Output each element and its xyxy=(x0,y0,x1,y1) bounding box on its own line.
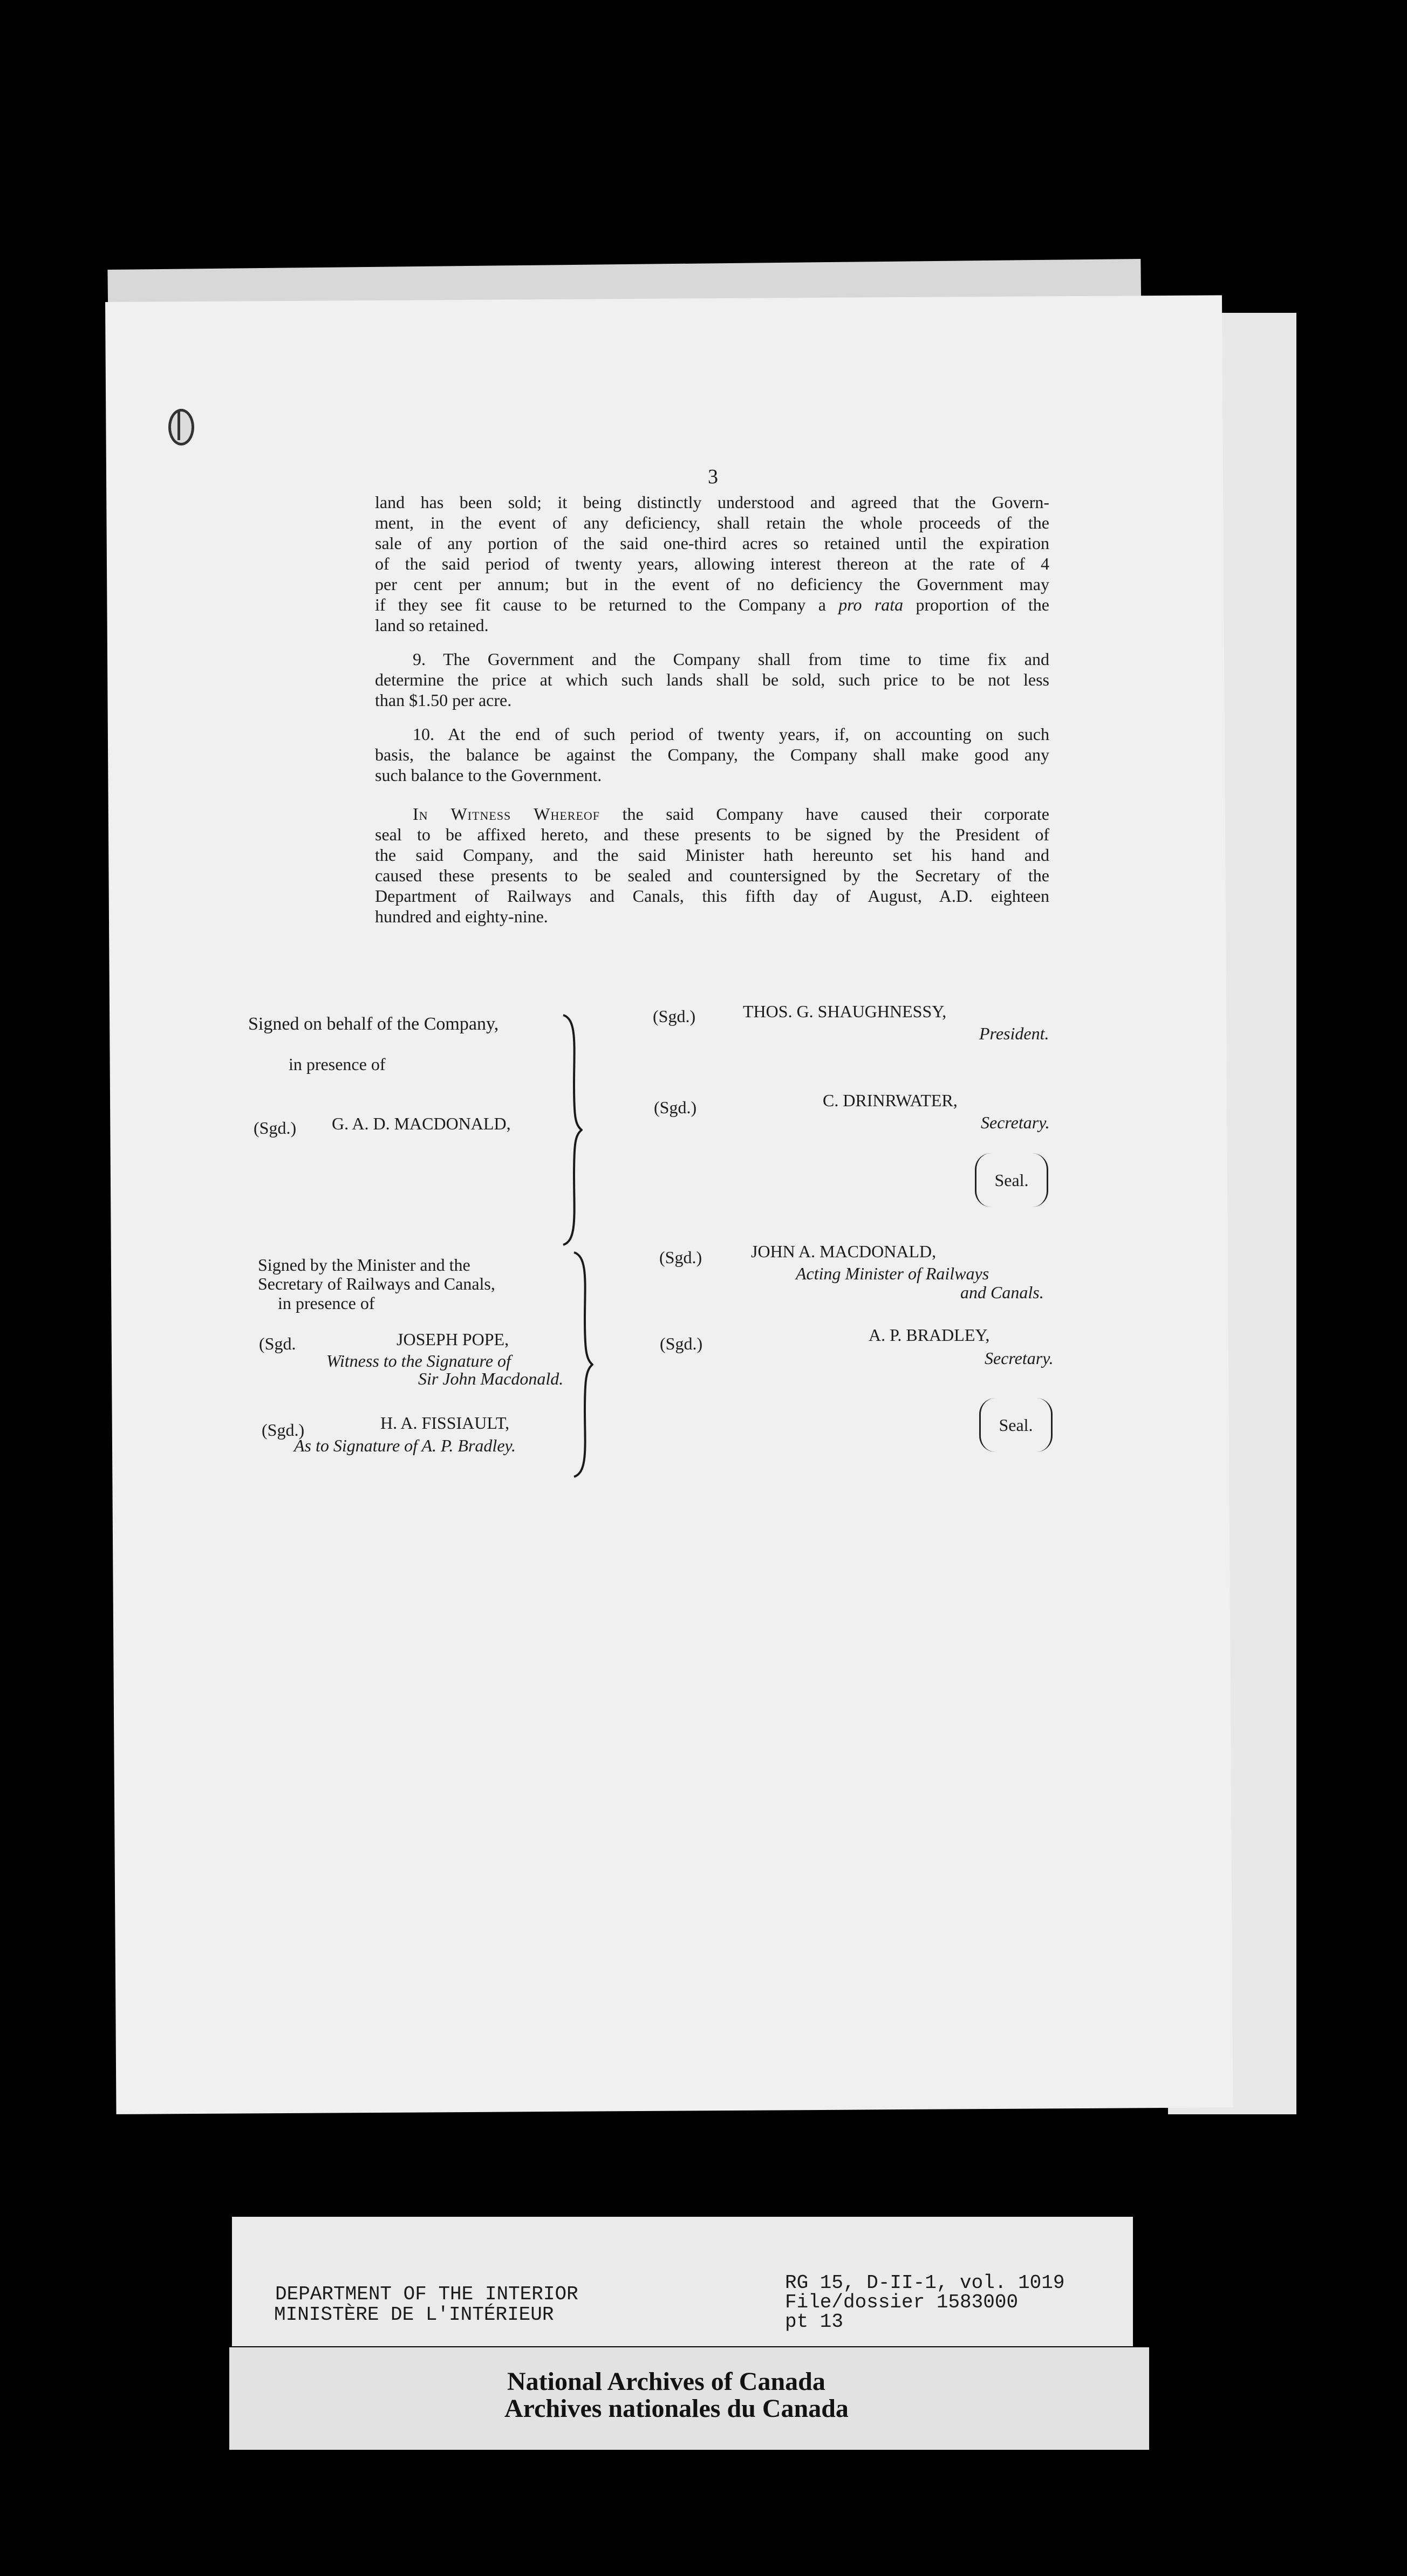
seal-label: Seal. xyxy=(994,1170,1029,1190)
record-group-ref: RG 15, D-II-1, vol. 1019 xyxy=(785,2272,1065,2294)
minister-brace-icon xyxy=(572,1251,593,1478)
text-line: sale of any portion of the said one-third acres so retained until the expiration xyxy=(375,533,1049,553)
witness2-role: As to Signature of A. P. Bradley. xyxy=(294,1436,516,1455)
witness1-role: Witness to the Signature of xyxy=(326,1351,511,1371)
text-segment: if they see fit cause to be returned to the Company a xyxy=(375,595,826,614)
punch-hole-mark xyxy=(168,409,194,446)
text-line: of the said period of twenty years, allowing interest thereon at the rate of 4 xyxy=(375,554,1049,573)
witness-paragraph xyxy=(375,804,1049,927)
text-line: Department of Railways and Canals, this fifth day of August, A.D. eighteen xyxy=(375,886,1049,906)
part-ref: pt 13 xyxy=(785,2311,844,2333)
italic-phrase: pro rata xyxy=(838,595,904,614)
dept-secretary-sgd: (Sgd.) xyxy=(660,1334,703,1353)
text-line: land has been sold; it being distinctly understood and agreed that the Govern- xyxy=(375,492,1049,512)
text-line: than $1.50 per acre. xyxy=(375,690,512,710)
text-segment: the said Company have caused their corporate xyxy=(600,804,1049,824)
department-seal xyxy=(979,1398,1053,1452)
paragraph-10 xyxy=(375,724,1049,785)
witness-lead: In Witness Whereof xyxy=(413,804,600,824)
dept-secretary-name: A. P. BRADLEY, xyxy=(869,1325,990,1345)
minister-name: JOHN A. MACDONALD, xyxy=(751,1242,937,1261)
text-line: seal to be affixed hereto, and these presents to be signed by the President of xyxy=(375,825,1049,844)
text-line: basis, the balance be against the Company, the Company shall make good any xyxy=(375,745,1049,764)
president-title: President. xyxy=(979,1024,1049,1043)
text-line: such balance to the Government. xyxy=(375,765,602,785)
text-segment: proportion of the xyxy=(903,595,1050,614)
text-line: ment, in the event of any deficiency, shall retain the whole proceeds of the xyxy=(375,513,1049,532)
dept-secretary-title: Secretary. xyxy=(985,1348,1054,1368)
text-line: caused these presents to be sealed and countersigned by the Secretary of the xyxy=(375,866,1049,885)
president-sgd: (Sgd.) xyxy=(653,1006,696,1026)
secretary-sgd: (Sgd.) xyxy=(654,1098,697,1117)
company-in-presence-of: in presence of xyxy=(289,1054,386,1074)
department-name-fr: MINISTÈRE DE L'INTÉRIEUR xyxy=(274,2304,554,2326)
witness2-sgd: (Sgd.) xyxy=(262,1420,305,1440)
minister-title-cont: and Canals. xyxy=(960,1283,1044,1302)
president-name: THOS. G. SHAUGHNESSY, xyxy=(743,1002,947,1021)
minister-title: Acting Minister of Railways xyxy=(796,1264,989,1283)
secretary-name: C. DRINRWATER, xyxy=(823,1091,958,1110)
minister-signed-by: Signed by the Minister and the xyxy=(258,1255,470,1275)
page-number: 3 xyxy=(708,465,718,488)
minister-sgd: (Sgd.) xyxy=(659,1248,702,1267)
archives-name-fr: Archives nationales du Canada xyxy=(504,2394,849,2423)
text-line: land so retained. xyxy=(375,615,489,635)
punch-hole-line xyxy=(177,410,180,440)
secretary-title: Secretary. xyxy=(981,1113,1050,1132)
text-line: 10. At the end of such period of twenty years, if, on accounting on such xyxy=(413,724,1049,744)
file-dossier-ref: File/dossier 1583000 xyxy=(785,2291,1019,2313)
text-line: the said Company, and the said Minister hath hereunto set his hand and xyxy=(375,845,1049,865)
witness-name: G. A. D. MACDONALD, xyxy=(332,1114,511,1133)
seal-label: Seal. xyxy=(999,1415,1033,1435)
company-seal xyxy=(975,1153,1048,1207)
text-line: 9. The Government and the Company shall from time to time fix and xyxy=(413,649,1049,669)
witness1-role-cont: Sir John Macdonald. xyxy=(418,1369,564,1388)
text-line: determine the price at which such lands shall be sold, such price to be not less xyxy=(375,670,1049,689)
company-brace-icon xyxy=(561,1014,583,1246)
company-signed-on-behalf: Signed on behalf of the Company, xyxy=(248,1014,499,1034)
witness-sgd: (Sgd.) xyxy=(254,1118,297,1138)
witness1-sgd: (Sgd. xyxy=(259,1334,296,1353)
department-name-en: DEPARTMENT OF THE INTERIOR xyxy=(275,2283,578,2305)
archives-name-en: National Archives of Canada xyxy=(507,2367,825,2396)
text-line: hundred and eighty-nine. xyxy=(375,907,548,926)
minister-secretary-line: Secretary of Railways and Canals, xyxy=(258,1274,495,1293)
text-line-mixed xyxy=(375,594,1049,615)
minister-in-presence-of: in presence of xyxy=(278,1293,375,1313)
paragraph-continuation xyxy=(375,492,1049,635)
text-line: per cent per annum; but in the event of no deficiency the Government may xyxy=(375,574,1049,594)
paragraph-9 xyxy=(375,649,1049,710)
witness2-name: H. A. FISSIAULT, xyxy=(380,1413,510,1433)
text-line-mixed xyxy=(375,804,1049,824)
witness1-name: JOSEPH POPE, xyxy=(397,1330,509,1349)
